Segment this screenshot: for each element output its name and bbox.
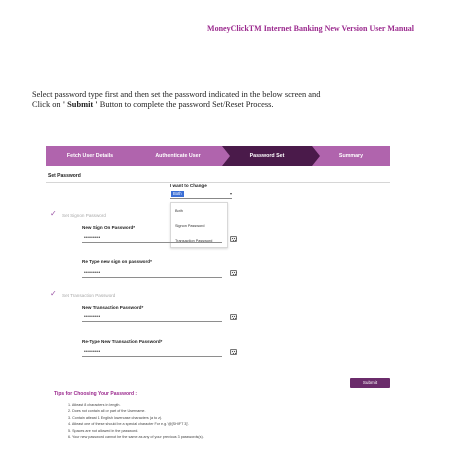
set-transaction-password-option[interactable]: Set Transaction Password (62, 293, 116, 298)
wizard-step-password-set (222, 146, 312, 166)
retype-signon-password-value: •••••••• (84, 270, 101, 276)
new-transaction-password-value: •••••••• (84, 314, 101, 320)
instructions-line-2-post: Button to complete the password Set/Reset Process. (97, 100, 274, 109)
wizard-step-fetch-user-details (46, 146, 134, 166)
list-item: 6. Your new password cannot be the same as any of your previous 3 passwords(s). (68, 435, 204, 440)
set-signon-password-option[interactable]: Set Signon Password (62, 213, 106, 218)
list-item: 4. Atleast one of these should be a special character For e.g.'@[SHIFT 3]'. (68, 422, 190, 427)
new-signon-password-field[interactable] (82, 234, 222, 243)
wizard-step-authenticate-user (134, 146, 222, 166)
list-item: 2. Does not contain all or part of the Username. (68, 409, 146, 414)
caret-down-icon: ▾ (229, 191, 232, 196)
change-type-select[interactable] (170, 190, 232, 199)
section-title: Set Password (48, 173, 81, 179)
keyboard-icon[interactable] (230, 349, 237, 355)
chevron-notch-icon (222, 146, 230, 166)
new-transaction-password-field[interactable] (82, 313, 222, 322)
divider (46, 182, 390, 183)
check-icon[interactable]: ✓ (50, 209, 57, 218)
new-signon-password-value: •••••••• (84, 235, 101, 241)
instructions-line-2-pre: Click on (32, 100, 63, 109)
dropdown-option-both[interactable]: Both (175, 209, 183, 213)
wizard-step-label: Authenticate User (155, 153, 201, 159)
new-signon-password-label: New Sign On Password* (82, 225, 136, 230)
instructions-line-1: Select password type first and then set the password indicated in the below screen and (32, 90, 321, 99)
retype-transaction-password-field[interactable] (82, 348, 222, 357)
list-item: 1. Atleast 8 characters in length. (68, 403, 121, 407)
dropdown-option-signon[interactable]: Signon Password (175, 224, 205, 228)
change-type-selected-value: Both (173, 191, 182, 196)
check-icon[interactable]: ✓ (50, 289, 57, 298)
wizard-step-label: Summary (338, 153, 364, 159)
wizard-step-label: Fetch User Details (66, 153, 114, 159)
retype-signon-password-label: Re Type new sign on password* (82, 259, 152, 264)
wizard-step-label: Password Set (249, 153, 285, 159)
retype-transaction-password-label: Re-Type New Transaction Password* (82, 339, 163, 344)
keyboard-icon[interactable] (230, 270, 237, 276)
password-tips-title: Tips for Choosing Your Password : (54, 391, 138, 397)
chevron-right-icon (312, 146, 320, 166)
password-tips-list (68, 402, 388, 440)
submit-button[interactable]: Submit (350, 378, 390, 388)
dropdown-option-transaction[interactable]: Transaction Password (175, 239, 213, 243)
instructions-submit-mention: ' Submit ' (62, 100, 98, 109)
keyboard-icon[interactable] (230, 314, 237, 320)
wizard-step-summary (312, 146, 390, 166)
new-transaction-password-label: New Transaction Password* (82, 305, 144, 310)
instructions-text (32, 90, 422, 110)
list-item: 5. Spaces are not allowed in the password. (68, 428, 139, 433)
retype-signon-password-field[interactable] (82, 269, 222, 278)
change-type-label: I want to Change (170, 183, 207, 188)
instructions-line-2 (32, 100, 422, 110)
list-item: 3. Contain atleast 1 English lowercase characters (a to z). (68, 415, 163, 420)
wizard-steps (46, 146, 390, 166)
manual-header-title: MoneyClickTM Internet Banking New Version User Manual (207, 24, 414, 33)
password-set-screenshot (46, 146, 404, 446)
retype-transaction-password-value: •••••••• (84, 349, 101, 355)
keyboard-icon[interactable] (230, 236, 237, 242)
